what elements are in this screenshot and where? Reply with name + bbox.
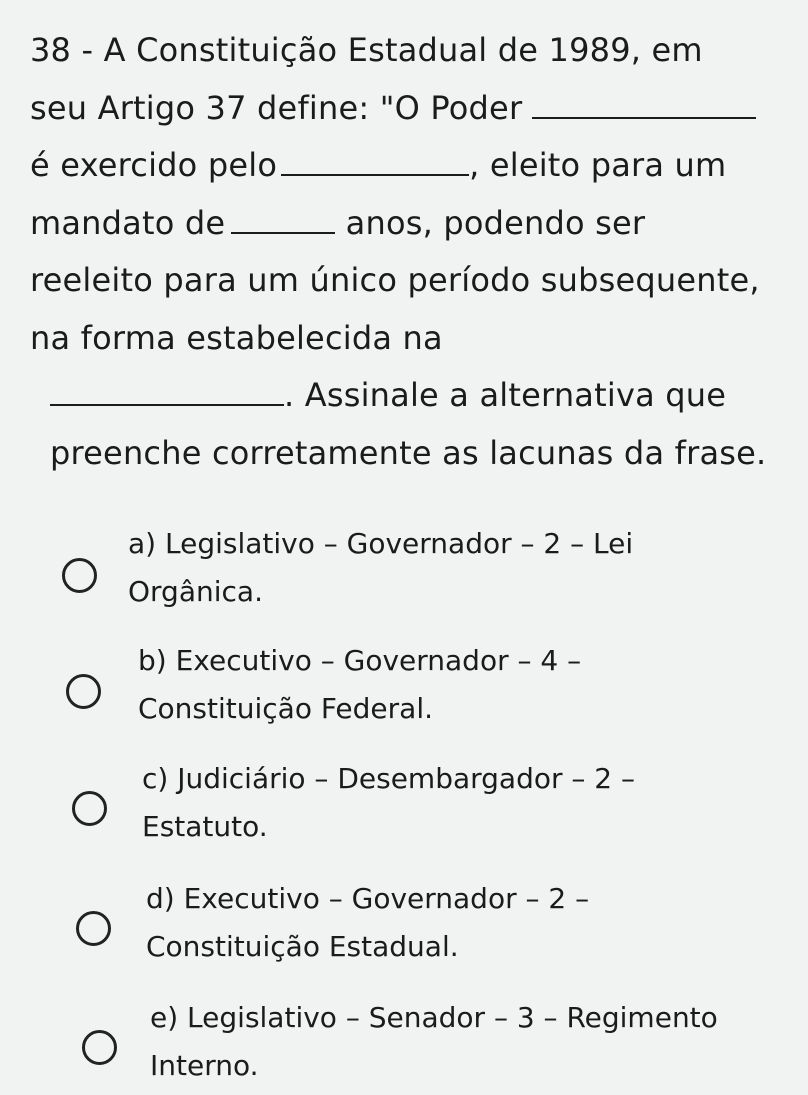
option-a-label[interactable] (128, 520, 633, 616)
question-line (30, 367, 790, 425)
question-line (30, 137, 790, 195)
option-line: Constituição Estadual. (146, 930, 459, 963)
blank-line (281, 173, 469, 176)
option-b-label[interactable] (138, 637, 581, 733)
option-e-label[interactable] (150, 994, 718, 1090)
question-line: reeleito para um único período subsequente, (30, 261, 760, 299)
radio-button-a[interactable] (62, 558, 97, 593)
question-line: 38 - A Constituição Estadual de 1989, em (30, 31, 703, 69)
question-fragment: é exercido pelo (30, 146, 278, 184)
radio-button-b[interactable] (66, 674, 101, 709)
blank-line (231, 231, 335, 234)
question-fragment: seu Artigo 37 define: "O Poder (30, 88, 523, 127)
radio-button-d[interactable] (76, 911, 111, 946)
question-line: preenche corretamente as lacunas da frase. (50, 433, 767, 472)
question-fragment: . Assinale a alternativa que (284, 376, 727, 414)
question-line (30, 195, 790, 253)
question-line (30, 80, 790, 138)
option-line: b) Executivo – Governador – 4 – (138, 644, 582, 677)
question-fragment: anos, podendo ser (345, 203, 646, 242)
radio-button-c[interactable] (72, 791, 107, 826)
option-line: d) Executivo – Governador – 2 – (146, 882, 590, 915)
option-line: Estatuto. (142, 810, 268, 843)
option-line: Orgânica. (128, 575, 263, 608)
option-line: e) Legislativo – Senador – 3 – Regimento (150, 1001, 718, 1034)
question-line: na forma estabelecida na (30, 318, 443, 357)
option-line: c) Judiciário – Desembargador – 2 – (142, 762, 636, 795)
question-text (30, 22, 790, 482)
option-d-label[interactable] (146, 875, 589, 971)
option-c-label[interactable] (142, 755, 635, 851)
blank-line (532, 116, 756, 119)
question-fragment: , eleito para um (469, 146, 727, 184)
option-line: Interno. (150, 1049, 259, 1082)
question-fragment: mandato de (30, 203, 226, 242)
radio-button-e[interactable] (82, 1030, 117, 1065)
option-line: Constituição Federal. (138, 692, 434, 725)
option-line: a) Legislativo – Governador – 2 – Lei (128, 527, 634, 560)
blank-line (50, 403, 284, 406)
